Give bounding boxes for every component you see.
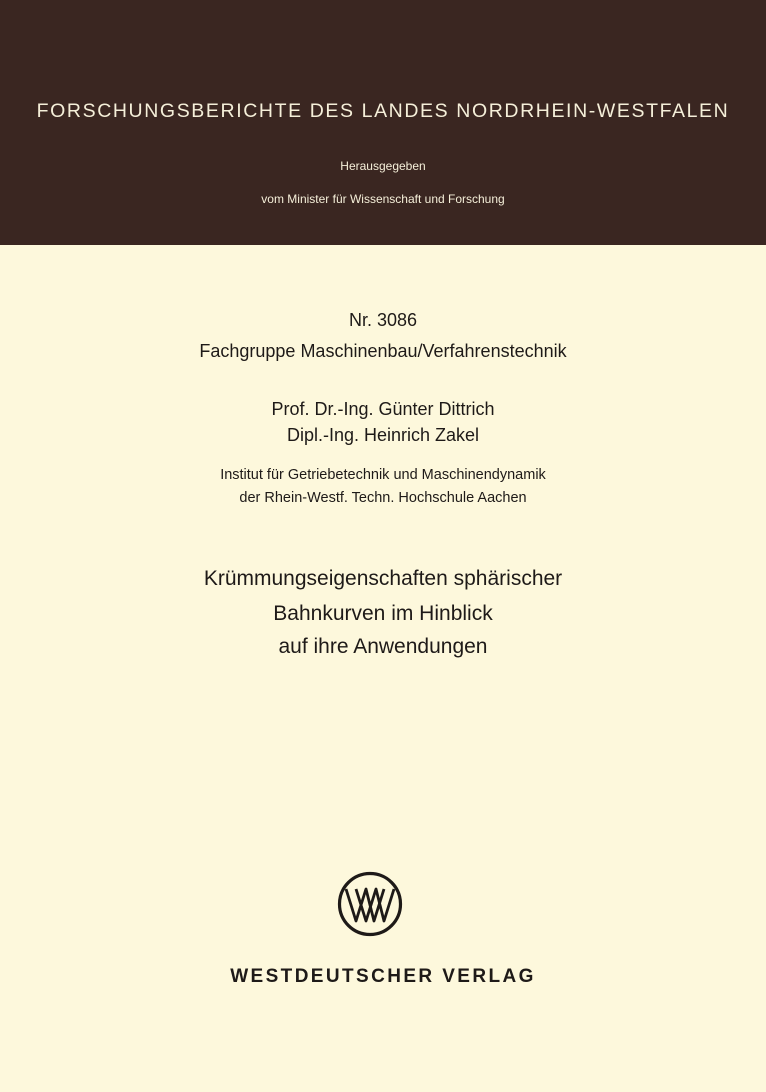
westdeutscher-verlag-logo-icon: [337, 871, 403, 937]
author-name: Prof. Dr.-Ing. Günter Dittrich: [271, 399, 495, 419]
editor-label: Herausgegeben: [340, 159, 426, 173]
series-header-band: [0, 0, 766, 245]
report-number: Nr. 3086: [348, 310, 418, 330]
editor-name: vom Minister für Wissenschaft und Forschung: [261, 192, 505, 206]
institution-line: Institut für Getriebetechnik und Maschinendynamik: [220, 467, 546, 483]
book-title-line: Bahnkurven im Hinblick: [273, 602, 493, 625]
publisher-name: WESTDEUTSCHER VERLAG: [230, 966, 536, 987]
book-title-line: Krümmungseigenschaften sphärischer: [203, 567, 563, 590]
series-title: FORSCHUNGSBERICHTE DES LANDES NORDRHEIN-WESTFALEN: [36, 100, 730, 122]
institution-line: der Rhein-Westf. Techn. Hochschule Aachen: [239, 490, 527, 506]
author-name: Dipl.-Ing. Heinrich Zakel: [286, 425, 480, 445]
subject-group: Fachgruppe Maschinenbau/Verfahrenstechnik: [199, 341, 567, 361]
book-title-line: auf ihre Anwendungen: [278, 635, 488, 658]
